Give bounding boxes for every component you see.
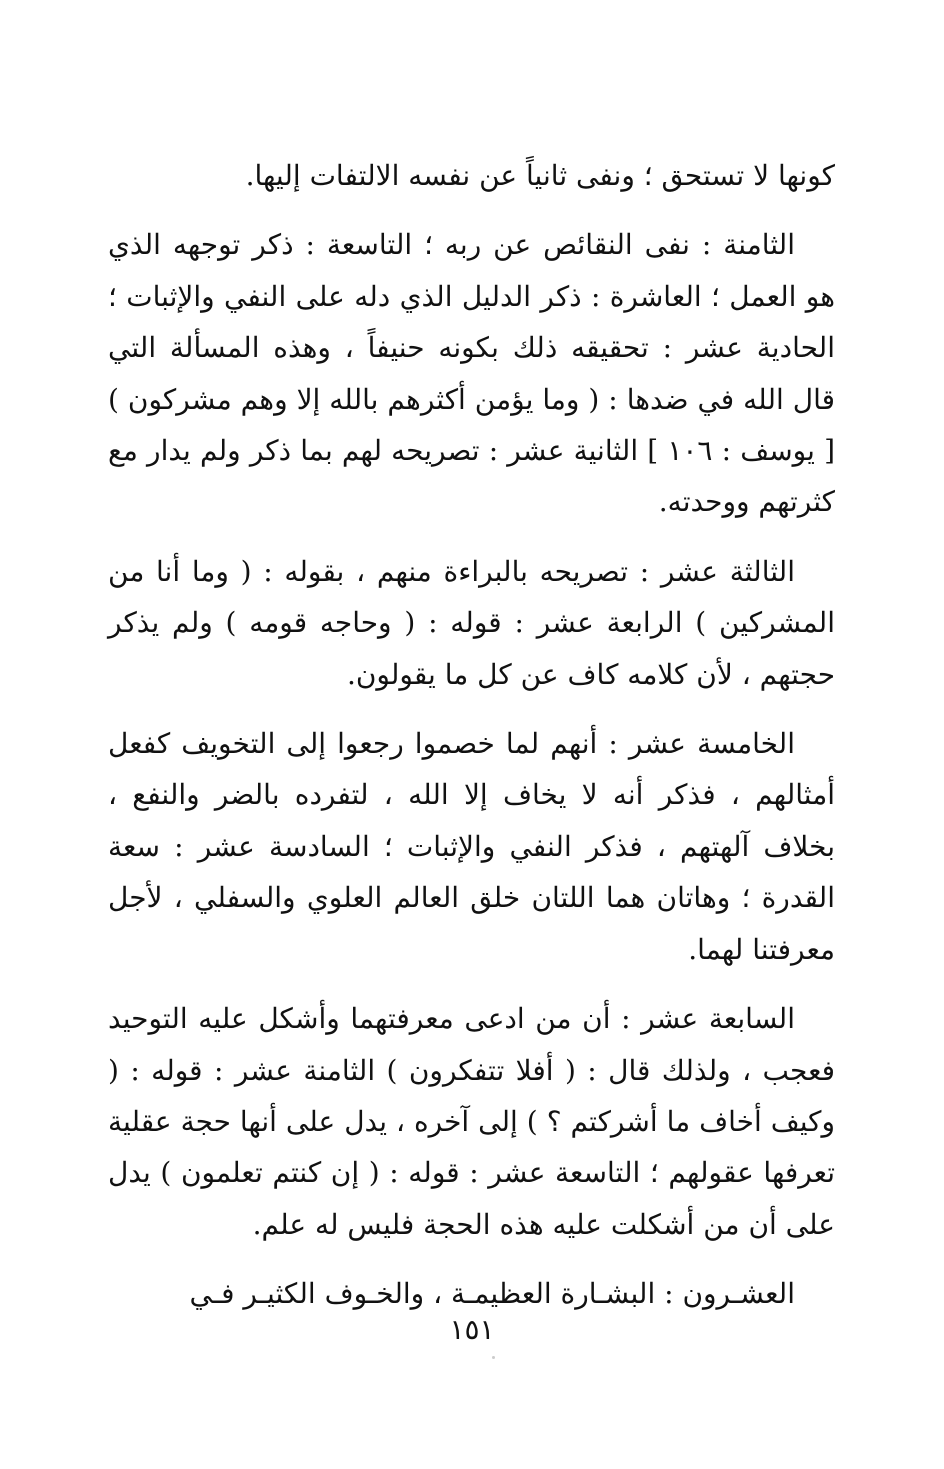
paragraph: السابعة عشر : أن من ادعى معرفتهما وأشكل عليه التوحيد فعجب ، ولذلك قال : ( أفلا تتفكرون ) الثامنة عشر : قوله : ( وكيف أخاف ما أشركتم ؟ ) إلى آخره ، يدل على أنها حجة عقلية تعرفها عقولهم ؛ التاسعة عشر : قوله : ( إن كنتم تعلمون ) يدل على أن من أشكلت عليه هذه الحجة فليس له علم. <box>108 1002 835 1241</box>
paragraph-continuation: كونها لا تستحق ؛ ونفى ثانياً عن نفسه الالتفات إليها. <box>245 159 835 192</box>
body-text <box>108 150 835 1338</box>
paragraph: الخامسة عشر : أنهم لما خصموا رجعوا إلى التخويف كفعل أمثالهم ، فذكر أنه لا يخاف إلا الله ، لتفرده بالضر والنفع ، بخلاف آلهتهم ، فذكر النفي والإثبات ؛ السادسة عشر : سعة القدرة ؛ وهاتان هما اللتان خلق العالم العلوي والسفلي ، لأجل معرفتنا لهما. <box>108 727 835 966</box>
paragraph: الثامنة : نفى النقائص عن ربه ؛ التاسعة : ذكر توجهه الذي هو العمل ؛ العاشرة : ذكر الدليل الذي دله على النفي والإثبات ؛ الحادية عشر : تحقيقه ذلك بكونه حنيفاً ، وهذه المسألة التي قال الله في ضدها : ( وما يؤمن أكثرهم بالله إلا وهم مشركون ) [ يوسف : ١٠٦ ] الثانية عشر : تصريحه لهم بما ذكر ولم يدار مع كثرتهم ووحدته. <box>108 228 835 519</box>
paragraph-last: العشـرون : البشـارة العظيمـة ، والخـوف الكثيـر فـي <box>189 1277 795 1311</box>
paragraph: الثالثة عشر : تصريحه بالبراءة منهم ، بقوله : ( وما أنا من المشركين ) الرابعة عشر : قوله : ( وحاجه قومه ) ولم يذكر حجتهم ، لأن كلامه كاف عن كل ما يقولون. <box>108 554 835 691</box>
scan-speck <box>492 1356 495 1359</box>
page-number: ١٥١ <box>449 1313 495 1346</box>
